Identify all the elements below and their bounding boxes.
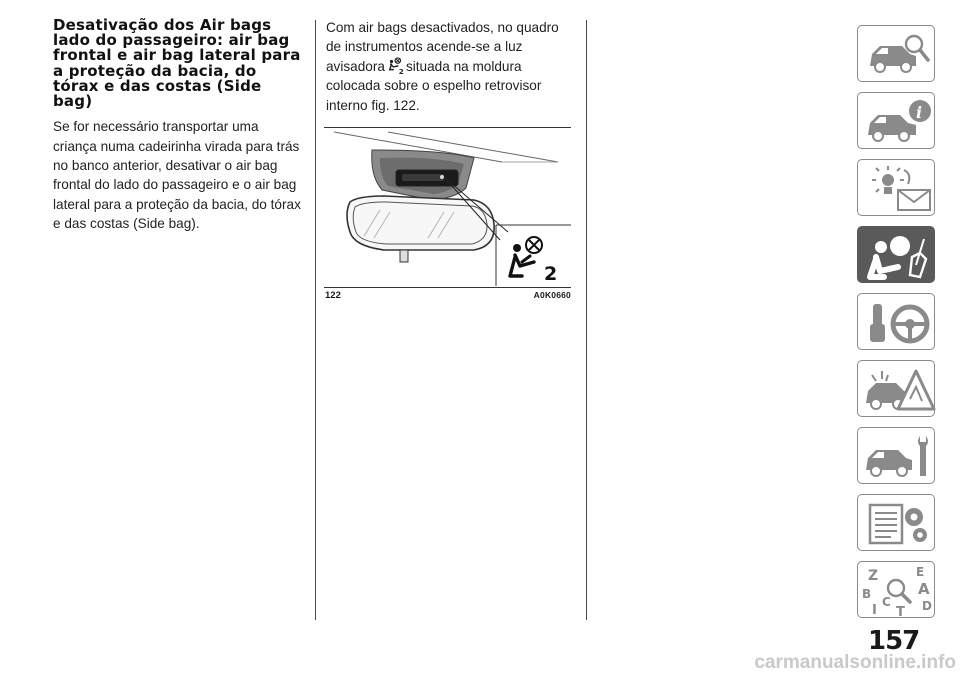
svg-text:I: I [872, 603, 877, 618]
tab-key-steering[interactable] [857, 293, 935, 350]
left-column [53, 18, 305, 234]
lights-message-icon [858, 160, 936, 217]
specs-gear-icon [858, 495, 936, 552]
tab-car-emergency[interactable] [857, 360, 935, 417]
tab-car-info[interactable] [857, 92, 935, 149]
figure-number: 122 [325, 290, 341, 301]
callout-digit: 2 [544, 263, 558, 285]
tab-specs-gear[interactable] [857, 494, 935, 551]
svg-text:T: T [896, 605, 905, 619]
car-info-icon [858, 93, 936, 150]
svg-text:E: E [916, 565, 925, 579]
column-divider [315, 20, 316, 620]
column-divider [586, 20, 587, 620]
svg-text:2: 2 [398, 66, 404, 75]
tab-car-search[interactable] [857, 25, 935, 82]
paragraph-text-start: Com air bags desactivados, no quadro de instrumentos acende-se a luz avisadora [326, 20, 559, 74]
page-number: 157 [868, 626, 920, 656]
middle-column [326, 18, 574, 115]
key-steering-icon [858, 294, 936, 351]
tab-alphabet-index[interactable] [857, 561, 935, 618]
watermark: carmanualsonline.info [754, 652, 956, 673]
airbag-seat-icon [858, 227, 936, 284]
car-emergency-icon [858, 361, 936, 418]
svg-text:D: D [922, 599, 932, 613]
car-wrench-icon [858, 428, 936, 485]
warning-light-paragraph [326, 18, 574, 115]
figure-code: A0K0660 [533, 290, 571, 300]
rearview-mirror-illustration [324, 128, 571, 286]
svg-text:B: B [862, 587, 872, 601]
section-heading: Desativação dos Air bags lado do passageiro: air bag frontal e air bag lateral para a proteção da bacia, do tórax e das costas (Side bag) [53, 16, 301, 111]
section-paragraph: Se for necessário transportar uma criança numa cadeirinha virada para trás no banco anterior, desativar o air bag frontal do lado do passageiro e o air bag lateral para a proteção da bacia, do tórax e das costas (Side bag). [53, 119, 301, 232]
svg-text:C: C [882, 595, 891, 609]
svg-text:Z: Z [868, 568, 879, 584]
alphabet-index-icon [858, 562, 936, 619]
figure-bottom-rule [324, 287, 571, 288]
figure-122 [324, 127, 572, 312]
tab-lights-message[interactable] [857, 159, 935, 216]
tab-car-wrench[interactable] [857, 427, 935, 484]
svg-text:A: A [918, 580, 930, 598]
svg-text:i: i [916, 103, 923, 122]
tab-airbag-seat[interactable] [857, 226, 935, 283]
paragraph-text-end: situada na moldura colocada sobre o espelho retrovisor interno fig. 122. [326, 58, 542, 113]
car-search-icon [858, 26, 936, 83]
passenger-airbag-off-icon [387, 57, 405, 75]
